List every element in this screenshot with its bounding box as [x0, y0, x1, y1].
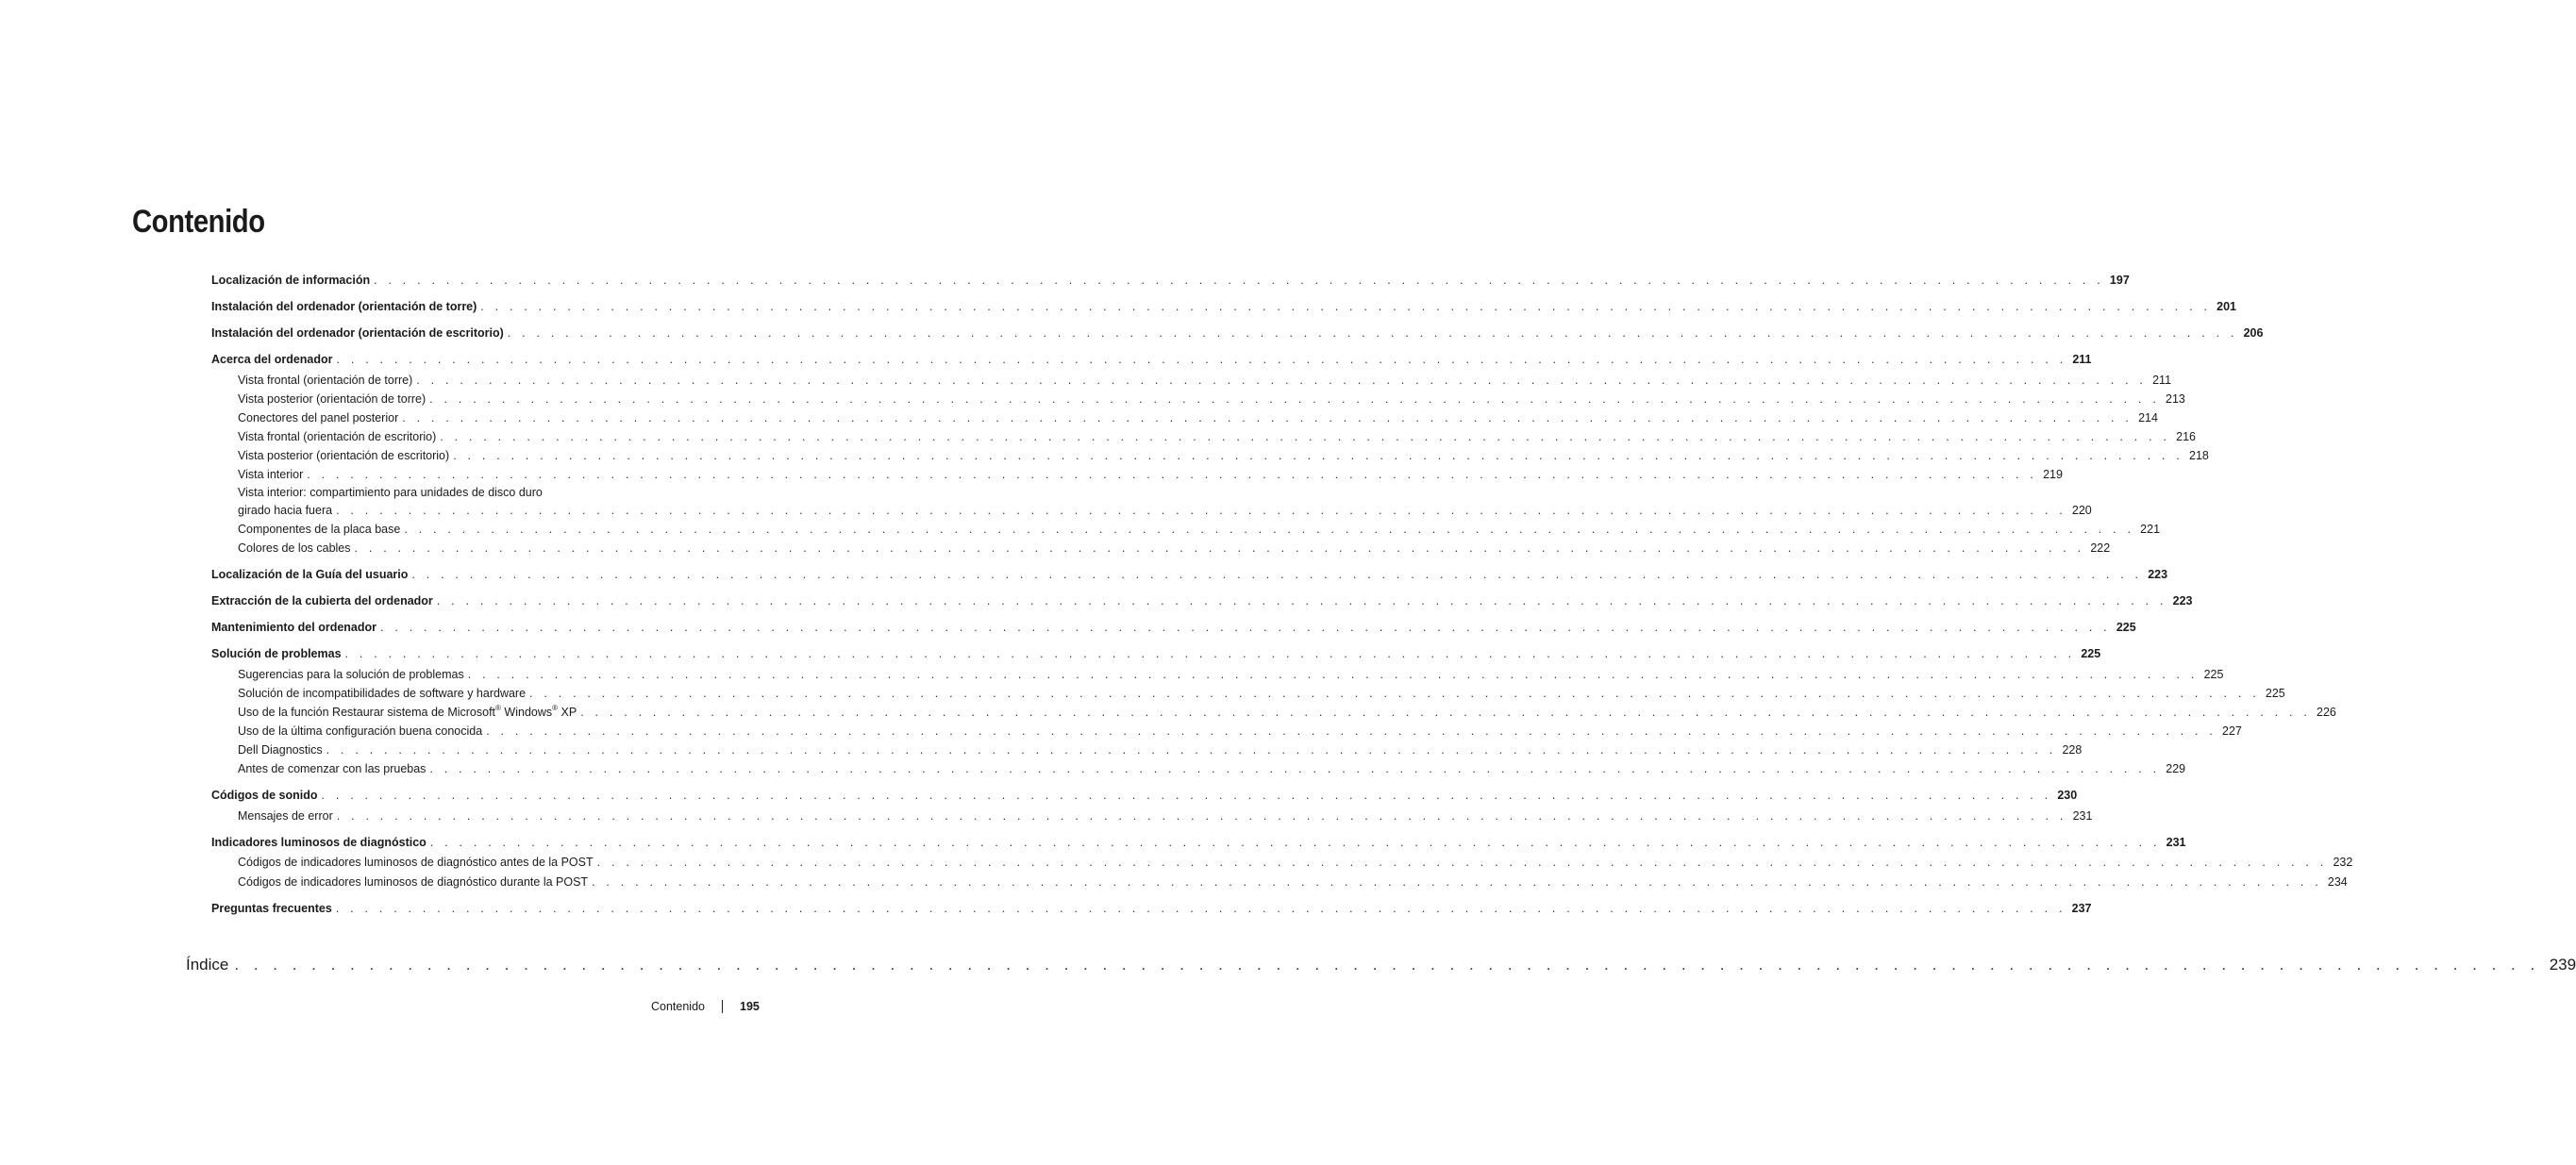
toc-entry-text: Códigos de sonido	[211, 789, 318, 802]
toc-entry[interactable]	[211, 591, 2193, 610]
dot-leader: . . . . . . . . . . . . . . . . . . . . . . . . . . . . . . . . . . . . . . . . . . . . . . . . . . . . . . . . . . . . . . . . . . . . . . . . . . . . . . . . . . . . . . . . . . . . . . . . . . . . . . . . . . . . . . . . . . . . . . . .	[411, 568, 2143, 581]
toc-subentry[interactable]	[211, 446, 2209, 465]
dot-leader: . . . . . . . . . . . . . . . . . . . . . . . . . . . . . . . . . . . . . . . . . . . . . . . . . . . . . . . . . . . . . . . . . . . . . . . . . . . . . . . . . . . . . . . . . . . . . . . . . . . . . . . . . . . . . . . . . . . . . . . .	[429, 836, 2161, 849]
toc-subentry[interactable]	[211, 371, 2172, 390]
toc-entry-text: Preguntas frecuentes	[211, 902, 332, 915]
toc-entry-page: 230	[2057, 789, 2078, 802]
dot-leader: . . . . . . . . . . . . . . . . . . . . . . . . . . . . . . . . . . . . . . . . . . . . . . . . . . . . . . . . . . . . . . . . . . . . . . . . . . . . . . . . . . . . . . . . . . . . . . . . . . . . . . . . . . . . . . . . . . . . . . . .	[380, 621, 2111, 634]
dot-leader: . . . . . . . . . . . . . . . . . . . . . . . . . . . . . . . . . . . . . . . . . . . . . . . . . . . . . . . . . . . . . . . . . . . . . . . . . . . . . . . . . . . . . . . . . . . . . . . . . . . . . . . . . . . . . . . . . . . . . . . .	[480, 300, 2212, 313]
toc-entry-text: Vista posterior (orientación de torre)	[238, 392, 427, 406]
toc-entry-page: 232	[2333, 856, 2353, 869]
dot-leader: . . . . . . . . . . . . . . . . . . . . . . . . . . . . . . . . . . . . . . . . . . . . . . . . . . . . . . . . . . . . . . . . . . . . . . . . . . . . . . . . . . . . . . . . . . . . . . . . . . . . . . . . . . . . . . . . . . . . . . . .	[580, 706, 2312, 719]
toc-subentry[interactable]	[211, 484, 2092, 520]
dot-leader: . . . . . . . . . . . . . . . . . . . . . . . . . . . . . . . . . . . . . . . . . . . . . . . . . . . . . . . . . . . . . . . . . . . . . . . . . . . . . . . . . . . . . . . . . . . . . . . . . . . . . . . . . . . . . . . . . . . . . . . .	[234, 956, 2540, 974]
dot-leader: . . . . . . . . . . . . . . . . . . . . . . . . . . . . . . . . . . . . . . . . . . . . . . . . . . . . . . . . . . . . . . . . . . . . . . . . . . . . . . . . . . . . . . . . . . . . . . . . . . . . . . . . . . . . . . . . . . . . . . . .	[467, 668, 2199, 681]
toc-entry-text: Códigos de indicadores luminosos de diagnóstico durante la POST	[238, 875, 589, 889]
toc-entry[interactable]	[211, 271, 2130, 290]
toc-entry-text: Códigos de indicadores luminosos de diagnóstico antes de la POST	[238, 856, 594, 869]
toc-entry-text: Conectores del panel posterior	[238, 411, 399, 424]
toc-subentry[interactable]	[211, 684, 2285, 703]
toc-entry-text: Indicadores luminosos de diagnóstico	[211, 836, 427, 849]
toc-entry[interactable]	[211, 297, 2236, 316]
toc-entry-page: 201	[2216, 300, 2236, 313]
toc-entry-text: Uso de la última configuración buena conocida	[238, 724, 483, 738]
dot-leader: . . . . . . . . . . . . . . . . . . . . . . . . . . . . . . . . . . . . . . . . . . . . . . . . . . . . . . . . . . . . . . . . . . . . . . . . . . . . . . . . . . . . . . . . . . . . . . . . . . . . . . . . . . . . . . . . . . . . . . . .	[416, 374, 2148, 387]
toc-entry-page: 225	[2265, 687, 2285, 700]
dot-leader: . . . . . . . . . . . . . . . . . . . . . . . . . . . . . . . . . . . . . . . . . . . . . . . . . . . . . . . . . . . . . . . . . . . . . . . . . . . . . . . . . . . . . . . . . . . . . . . . . . . . . . . . . . . . . . . . . . . . . . . .	[404, 523, 2135, 536]
toc-entry-text: Solución de incompatibilidades de software y hardware	[238, 687, 527, 700]
dot-leader: . . . . . . . . . . . . . . . . . . . . . . . . . . . . . . . . . . . . . . . . . . . . . . . . . . . . . . . . . . . . . . . . . . . . . . . . . . . . . . . . . . . . . . . . . . . . . . . . . . . . . . . . . . . . . . . . . . . . . . . .	[592, 875, 2322, 889]
toc-entry-text: Acerca del ordenador	[211, 353, 333, 366]
toc-subentry[interactable]	[211, 520, 2161, 539]
toc-entry-text: Extracción de la cubierta del ordenador	[211, 594, 433, 607]
toc-entry-page: 216	[2176, 430, 2196, 443]
toc-subentry[interactable]	[211, 722, 2242, 741]
dot-leader: . . . . . . . . . . . . . . . . . . . . . . . . . . . . . . . . . . . . . . . . . . . . . . . . . . . . . . . . . . . . . . . . . . . . . . . . . . . . . . . . . . . . . . . . . . . . . . . . . . . . . . . . . . . . . . . . . . . . . . . .	[336, 504, 2066, 517]
toc-entry-text: girado hacia fuera	[238, 504, 333, 517]
toc-entry-page: 228	[2062, 743, 2083, 757]
index-entry-page: 239	[2549, 956, 2576, 974]
dot-leader: . . . . . . . . . . . . . . . . . . . . . . . . . . . . . . . . . . . . . . . . . . . . . . . . . . . . . . . . . . . . . . . . . . . . . . . . . . . . . . . . . . . . . . . . . . . . . . . . . . . . . . . . . . . . . . . . . . . . . . . .	[354, 541, 2085, 555]
toc-entry-page: 220	[2071, 504, 2092, 517]
toc-entry-page: 234	[2327, 875, 2348, 889]
toc-entry-page: 218	[2189, 449, 2209, 462]
toc-subentry[interactable]	[211, 665, 2224, 684]
dot-leader: . . . . . . . . . . . . . . . . . . . . . . . . . . . . . . . . . . . . . . . . . . . . . . . . . . . . . . . . . . . . . . . . . . . . . . . . . . . . . . . . . . . . . . . . . . . . . . . . . . . . . . . . . . . . . . . . . . . . . . . .	[326, 743, 2057, 757]
toc-subentry[interactable]	[211, 741, 2083, 759]
dot-leader: . . . . . . . . . . . . . . . . . . . . . . . . . . . . . . . . . . . . . . . . . . . . . . . . . . . . . . . . . . . . . . . . . . . . . . . . . . . . . . . . . . . . . . . . . . . . . . . . . . . . . . . . . . . . . . . . . . . . . . . .	[440, 430, 2171, 443]
toc-entry-page: 226	[2317, 706, 2336, 719]
toc-entry[interactable]	[211, 833, 2186, 852]
toc-subentry[interactable]	[211, 873, 2348, 891]
toc-entry-page: 222	[2090, 541, 2111, 555]
toc-entry-text: Instalación del ordenador (orientación de escritorio)	[211, 326, 504, 340]
dot-leader: . . . . . . . . . . . . . . . . . . . . . . . . . . . . . . . . . . . . . . . . . . . . . . . . . . . . . . . . . . . . . . . . . . . . . . . . . . . . . . . . . . . . . . . . . . . . . . . . . . . . . . . . . . . . . . . . . . . . . . . .	[336, 353, 2067, 366]
table-of-contents	[211, 271, 2353, 918]
toc-entry[interactable]	[211, 618, 2136, 637]
toc-entry-page: 227	[2222, 724, 2242, 738]
toc-entry-text: Colores de los cables	[238, 541, 351, 555]
dot-leader: . . . . . . . . . . . . . . . . . . . . . . . . . . . . . . . . . . . . . . . . . . . . . . . . . . . . . . . . . . . . . . . . . . . . . . . . . . . . . . . . . . . . . . . . . . . . . . . . . . . . . . . . . . . . . . . . . . . . . . . .	[307, 468, 2038, 481]
toc-entry-text: Vista interior	[238, 468, 304, 481]
toc-entry-text: Localización de la Guía del usuario	[211, 568, 409, 581]
dot-leader: . . . . . . . . . . . . . . . . . . . . . . . . . . . . . . . . . . . . . . . . . . . . . . . . . . . . . . . . . . . . . . . . . . . . . . . . . . . . . . . . . . . . . . . . . . . . . . . . . . . . . . . . . . . . . . . . . . . . . . . .	[436, 594, 2167, 607]
dot-leader: . . . . . . . . . . . . . . . . . . . . . . . . . . . . . . . . . . . . . . . . . . . . . . . . . . . . . . . . . . . . . . . . . . . . . . . . . . . . . . . . . . . . . . . . . . . . . . . . . . . . . . . . . . . . . . . . . . . . . . . .	[507, 326, 2238, 340]
toc-entry[interactable]	[211, 786, 2078, 805]
dot-leader: . . . . . . . . . . . . . . . . . . . . . . . . . . . . . . . . . . . . . . . . . . . . . . . . . . . . . . . . . . . . . . . . . . . . . . . . . . . . . . . . . . . . . . . . . . . . . . . . . . . . . . . . . . . . . . . . . . . . . . . .	[486, 724, 2217, 738]
toc-entry-text: Solución de problemas	[211, 647, 342, 660]
toc-subentry[interactable]	[211, 853, 2353, 872]
toc-entry-text: Sugerencias para la solución de problemas	[238, 668, 464, 681]
toc-entry-text: Componentes de la placa base	[238, 523, 401, 536]
toc-entry-page: 225	[2203, 668, 2224, 681]
footer-divider	[722, 1000, 723, 1013]
dot-leader: . . . . . . . . . . . . . . . . . . . . . . . . . . . . . . . . . . . . . . . . . . . . . . . . . . . . . . . . . . . . . . . . . . . . . . . . . . . . . . . . . . . . . . . . . . . . . . . . . . . . . . . . . . . . . . . . . . . . . . . .	[529, 687, 2260, 700]
toc-entry-text: Antes de comenzar con las pruebas	[238, 762, 427, 775]
toc-entry-text-line1: Vista interior: compartimiento para unidades de disco duro	[238, 486, 543, 499]
toc-subentry[interactable]	[211, 465, 2063, 484]
toc-entry-page: 237	[2071, 902, 2092, 915]
toc-entry-text: Mantenimiento del ordenador	[211, 621, 377, 634]
toc-entry[interactable]	[211, 899, 2092, 918]
dot-leader: . . . . . . . . . . . . . . . . . . . . . . . . . . . . . . . . . . . . . . . . . . . . . . . . . . . . . . . . . . . . . . . . . . . . . . . . . . . . . . . . . . . . . . . . . . . . . . . . . . . . . . . . . . . . . . . . . . . . . . . .	[336, 809, 2067, 823]
toc-subentry[interactable]	[211, 759, 2186, 778]
footer-section-title: Contenido	[651, 1000, 705, 1013]
toc-entry[interactable]	[211, 565, 2168, 584]
toc-entry-page: 211	[2072, 353, 2092, 366]
dot-leader: . . . . . . . . . . . . . . . . . . . . . . . . . . . . . . . . . . . . . . . . . . . . . . . . . . . . . . . . . . . . . . . . . . . . . . . . . . . . . . . . . . . . . . . . . . . . . . . . . . . . . . . . . . . . . . . . . . . . . . . .	[596, 856, 2328, 869]
dot-leader: . . . . . . . . . . . . . . . . . . . . . . . . . . . . . . . . . . . . . . . . . . . . . . . . . . . . . . . . . . . . . . . . . . . . . . . . . . . . . . . . . . . . . . . . . . . . . . . . . . . . . . . . . . . . . . . . . . . . . . . .	[374, 274, 2104, 287]
toc-entry-text: Instalación del ordenador (orientación de torre)	[211, 300, 477, 313]
toc-entry-text: Vista posterior (orientación de escritorio)	[238, 449, 450, 462]
toc-entry-page: 219	[2043, 468, 2063, 481]
toc-entry-page: 206	[2243, 326, 2264, 340]
toc-subentry[interactable]	[211, 539, 2111, 558]
page-title: Contenido	[132, 204, 265, 240]
toc-entry-text: Mensajes de error	[238, 809, 333, 823]
index-entry[interactable]	[186, 953, 2576, 977]
toc-entry-page: 225	[2081, 647, 2101, 660]
toc-entry-page: 231	[2166, 836, 2186, 849]
toc-entry-text: Uso de la función Restaurar sistema de Microsoft® Windows® XP	[238, 704, 577, 719]
dot-leader: . . . . . . . . . . . . . . . . . . . . . . . . . . . . . . . . . . . . . . . . . . . . . . . . . . . . . . . . . . . . . . . . . . . . . . . . . . . . . . . . . . . . . . . . . . . . . . . . . . . . . . . . . . . . . . . . . . . . . . . .	[402, 411, 2133, 424]
index-entry-text: Índice	[186, 956, 229, 974]
toc-entry-page: 229	[2166, 762, 2186, 775]
toc-entry[interactable]	[211, 644, 2101, 663]
toc-entry-page: 214	[2138, 411, 2158, 424]
toc-entry-page: 225	[2116, 621, 2136, 634]
dot-leader: . . . . . . . . . . . . . . . . . . . . . . . . . . . . . . . . . . . . . . . . . . . . . . . . . . . . . . . . . . . . . . . . . . . . . . . . . . . . . . . . . . . . . . . . . . . . . . . . . . . . . . . . . . . . . . . . . . . . . . . .	[429, 392, 2160, 406]
toc-entry[interactable]	[211, 350, 2092, 369]
toc-entry[interactable]	[211, 324, 2264, 342]
toc-entry-page: 211	[2152, 374, 2172, 387]
dot-leader: . . . . . . . . . . . . . . . . . . . . . . . . . . . . . . . . . . . . . . . . . . . . . . . . . . . . . . . . . . . . . . . . . . . . . . . . . . . . . . . . . . . . . . . . . . . . . . . . . . . . . . . . . . . . . . . . . . . . . . . .	[453, 449, 2184, 462]
toc-subentry[interactable]	[211, 408, 2158, 427]
toc-entry-page: 213	[2166, 392, 2185, 406]
toc-entry-text: Dell Diagnostics	[238, 743, 323, 757]
toc-entry-page: 231	[2072, 809, 2093, 823]
page-footer	[651, 1000, 774, 1013]
toc-entry-page: 221	[2140, 523, 2161, 536]
footer-page-number: 195	[740, 1000, 760, 1013]
toc-entry-page: 223	[2172, 594, 2193, 607]
toc-entry-text: Vista frontal (orientación de torre)	[238, 374, 413, 387]
toc-entry-page: 223	[2148, 568, 2168, 581]
toc-subentry[interactable]	[211, 703, 2336, 722]
toc-subentry[interactable]	[211, 807, 2093, 825]
toc-entry-page: 197	[2109, 274, 2130, 287]
dot-leader: . . . . . . . . . . . . . . . . . . . . . . . . . . . . . . . . . . . . . . . . . . . . . . . . . . . . . . . . . . . . . . . . . . . . . . . . . . . . . . . . . . . . . . . . . . . . . . . . . . . . . . . . . . . . . . . . . . . . . . . .	[344, 647, 2076, 660]
toc-entry-text: Vista frontal (orientación de escritorio)	[238, 430, 437, 443]
dot-leader: . . . . . . . . . . . . . . . . . . . . . . . . . . . . . . . . . . . . . . . . . . . . . . . . . . . . . . . . . . . . . . . . . . . . . . . . . . . . . . . . . . . . . . . . . . . . . . . . . . . . . . . . . . . . . . . . . . . . . . . .	[335, 902, 2066, 915]
dot-leader: . . . . . . . . . . . . . . . . . . . . . . . . . . . . . . . . . . . . . . . . . . . . . . . . . . . . . . . . . . . . . . . . . . . . . . . . . . . . . . . . . . . . . . . . . . . . . . . . . . . . . . . . . . . . . . . . . . . . . . . .	[429, 762, 2161, 775]
toc-subentry[interactable]	[211, 390, 2185, 408]
toc-subentry[interactable]	[211, 427, 2196, 446]
toc-entry-text: Localización de información	[211, 274, 371, 287]
dot-leader: . . . . . . . . . . . . . . . . . . . . . . . . . . . . . . . . . . . . . . . . . . . . . . . . . . . . . . . . . . . . . . . . . . . . . . . . . . . . . . . . . . . . . . . . . . . . . . . . . . . . . . . . . . . . . . . . . . . . . . . .	[321, 789, 2052, 802]
